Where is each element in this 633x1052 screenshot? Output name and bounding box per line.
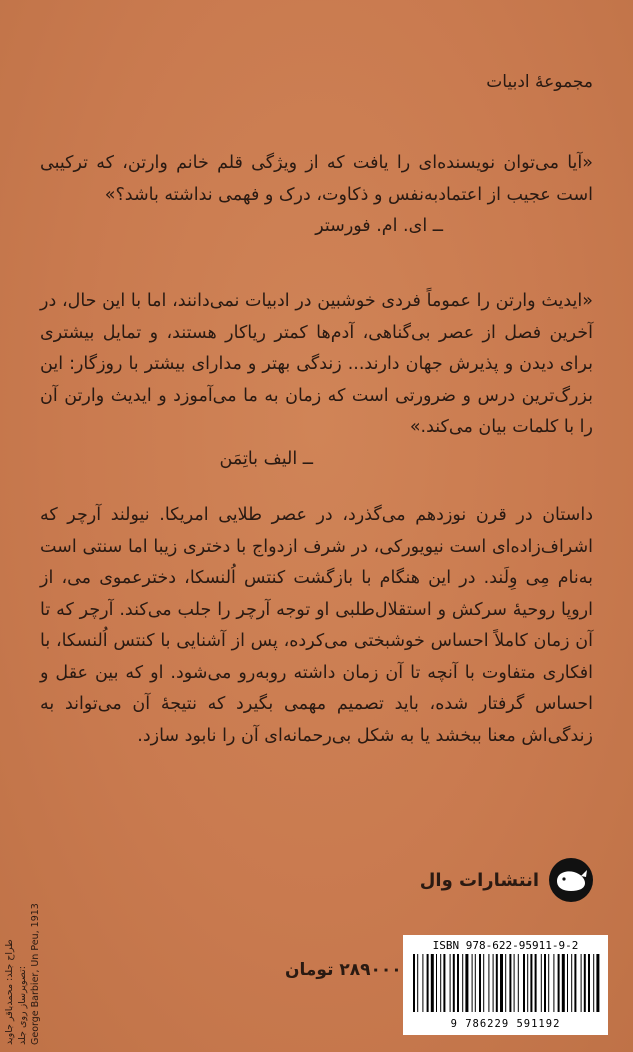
quote-text: «ایدیث وارتن را عموماً فردی خوشبین در ادبیات نمی‌دانند، اما با این حال، در آخرین فصل از عصر بی‌گناهی، آدم‌ها کمتر ریاکار هستند، و تمایل بیشتری برای دیدن و پذیرش جهان دارند... زندگی بهتر و مدارای بیشتر با روزگار: این بزرگ‌ترین درس و ضرورتی است که زمان به ما می‌آموزد و ایدیث وارتن آن را با کلمات بیان می‌کند.» (40, 291, 593, 437)
quote-text: «آیا می‌توان نویسنده‌ای را یافت که از ویژگی قلم خانم وارتن، که ترکیبی است عجیب از اعتماد‌به‌نفس و ذکاوت، درک و فهمی نداشته باشد؟» (40, 153, 593, 205)
quote-attribution: ــ ای. ام. فورستر (315, 216, 443, 236)
artwork-credit: تصویرساز روی جلد: (17, 966, 28, 1045)
publisher-block (420, 858, 593, 902)
barcode-icon (409, 952, 602, 1014)
cover-credits (4, 900, 44, 1045)
synopsis: داستان در قرن نوزدهم می‌گذرد، در عصر طلایی امریکا. نیولند آرچر که اشراف‌زاده‌ای است نیویورکی، در شرف ازدواج با دختری زیبا اما سنتی است به‌نام مِی وِلَند. در این هنگام با بازگشت کنتس اُلنسکا، دخترعموی می، از اروپا روحیهٔ سرکش و استقلال‌طلبی او توجه آرچر را جلب می‌کند. آرچر که تا آن زمان کاملاً احساس خوشبختی می‌کرده، پس از آشنایی با کنتس اُلنسکا، با افکاری متفاوت با آنچه تا آن زمان داشته روبه‌رو می‌شود. او که بین عقل و احساس گرفتار شده، باید تصمیم مهمی بگیرد که نتیجهٔ آن می‌تواند به زندگی‌اش معنا ببخشد یا به شکل بی‌رحمانه‌ای آن را نابود سازد. (40, 505, 593, 746)
designer-credit: طراح جلد: محمدباقر جاوید (4, 939, 15, 1045)
barcode-digits: 9 786229 591192 (450, 1018, 561, 1030)
barcode-label (403, 935, 608, 1035)
artist-credit: George Barbier, Un Peu, 1913 (30, 903, 41, 1045)
series-label: مجموعهٔ ادبیات (486, 72, 593, 92)
price: ۲۸۹۰۰۰ تومان (285, 960, 402, 980)
forster-quote (40, 148, 593, 243)
bateman-quote (40, 286, 593, 475)
publisher-name: انتشارات وال (419, 869, 539, 891)
whale-icon (549, 858, 593, 902)
isbn-text: ISBN 978-622-95911-9-2 (432, 939, 579, 952)
quote-attribution: ــ الیف باتِمَن (219, 448, 313, 469)
